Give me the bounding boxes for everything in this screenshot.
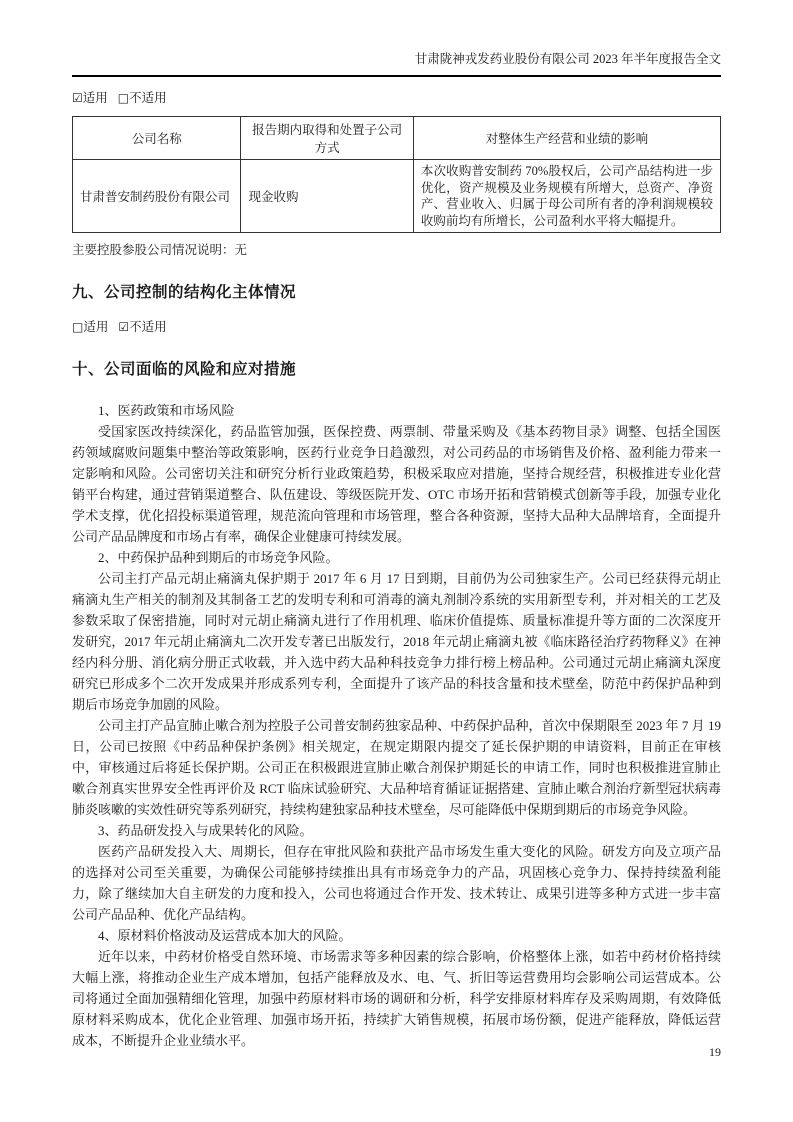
column-header-impact: 对整体生产经营和业绩的影响 xyxy=(413,117,720,160)
applicability-row-section-nine xyxy=(72,319,721,336)
applicability-option-applicable xyxy=(72,320,108,334)
section-ten-heading: 十、公司面临的风险和应对措施 xyxy=(72,361,297,378)
checkbox-checked-icon: ☑ xyxy=(118,320,130,334)
applicability-row-subsidiary xyxy=(72,90,721,107)
report-title: 甘肃陇神戎发药业股份有限公司 2023 年半年度报告全文 xyxy=(414,52,721,66)
holding-companies-note: 主要控股参股公司情况说明：无 xyxy=(72,243,248,257)
column-header-company-name: 公司名称 xyxy=(73,117,241,160)
page-number: 19 xyxy=(709,1045,721,1059)
risk-item-title: 2、中药保护品种到期后的市场竞争风险。 xyxy=(98,550,339,565)
risk-paragraph: 公司主打产品元胡止痛滴丸保护期于 2017 年 6 月 17 日到期，目前仍为公司独家生产。公司已经获得元胡止痛滴丸生产相关的制剂及其制备工艺的发明专利和可消毒的滴丸剂制冷系统的实用新型专利，并对相关的工艺及参数采取了保密措施，同时对元胡止痛滴丸进行了作用机理、临床价值提炼、质量标准提升等方面的二次深度开发研究，2017 年元胡止痛滴丸二次开发专著已出版发行，2018 年元胡止痛滴丸被《临床路径治疗药物释义》在神经内科分册、消化病分册正式收载，并入选中药大品种科技竞争力排行榜上榜品种。公司通过元胡止痛滴丸深度研究已形成多个二次开发成果并形成系列专利，全面提升了该产品的科技含量和技术壁垒，防范中药保护品种到期后市场竞争加剧的风险。 xyxy=(72,571,721,712)
applicability-option-applicable xyxy=(72,91,108,105)
applicability-label: 不适用 xyxy=(129,320,167,334)
cell-impact: 本次收购普安制药 70%股权后，公司产品结构进一步优化，资产规模及业务规模有所增大，总资产、净资产、营业收入、归属于母公司所有者的净利润规模较收购前均有所增长，公司盈利水平将大幅提升。 xyxy=(413,160,720,233)
checkbox-checked-icon: ☑ xyxy=(72,91,83,105)
applicability-option-not-applicable xyxy=(118,91,167,105)
applicability-label: 不适用 xyxy=(129,91,167,105)
checkbox-unchecked-icon: □ xyxy=(72,320,84,334)
risk-paragraph: 受国家医改持续深化，药品监管加强，医保控费、两票制、带量采购及《基本药物目录》调整、包括全国医药领域腐败问题集中整治等政策影响，医药行业竞争日趋激烈，对公司药品的市场销售及价格、盈利能力带来一定影响和风险。公司密切关注和研究分析行业政策趋势，积极采取应对措施，坚持合规经营，积极推进专业化营销平台构建，通过营销渠道整合、队伍建设、等级医院开发、OTC 市场开拓和营销模式创新等手段，加强专业化学术支撑，优化招投标渠道管理，规范流向管理和市场管理，整合各种资源，坚持大品种大品牌培育，全面提升公司产品品牌度和市场占有率，确保企业健康可持续发展。 xyxy=(72,424,721,544)
section-nine-heading: 九、公司控制的结构化主体情况 xyxy=(72,284,297,301)
cell-company-name: 甘肃普安制药股份有限公司 xyxy=(73,160,241,233)
risk-item-title: 3、药品研发投入与成果转化的风险。 xyxy=(98,823,313,838)
table-header-row xyxy=(73,117,721,160)
risk-item-title: 4、原材料价格波动及运营成本加大的风险。 xyxy=(98,928,352,943)
risk-paragraph: 医药产品研发投入大、周期长，但存在审批风险和获批产品市场发生重大变化的风险。研发方向及立项产品的选择对公司至关重要，为确保公司能够持续推出具有市场竞争力的产品，巩固核心竞争力、保持持续盈利能力，除了继续加大自主研发的力度和投入，公司也将通过合作开发、技术转让、成果引进等多种方式进一步丰富公司产品品种、优化产品结构。 xyxy=(72,844,721,922)
page-header xyxy=(72,50,721,77)
checkbox-unchecked-icon: □ xyxy=(117,91,130,105)
risk-section-body xyxy=(72,400,721,1051)
applicability-label: 适用 xyxy=(83,320,109,334)
risk-paragraph: 公司主打产品宣肺止嗽合剂为控股子公司普安制药独家品种、中药保护品种，首次中保期限至 2023 年 7 月 19 日，公司已按照《中药品种保护条例》相关规定，在规定期限内提交了延长保护期的申请资料，目前正在审核中，审核通过后将延长保护期。公司正在积极跟进宣肺止嗽合剂保护期延长的申请工作，同时也积极推进宣肺止嗽合剂真实世界安全性再评价及 RCT 临床试验研究、大品种培育循证证据搭建、宣肺止嗽合剂治疗新型冠状病毒肺炎咳嗽的实效性研究等系列研究，持续构建独家品种技术壁垒，尽可能降低中保期到期后的市场竞争风险。 xyxy=(72,718,721,817)
risk-paragraph: 近年以来，中药材价格受自然环境、市场需求等多种因素的综合影响，价格整体上涨，如若中药材价格持续大幅上涨，将推动企业生产成本增加，包括产能释放及水、电、气、折旧等运营费用均会影响公司运营成本。公司将通过全面加强精细化管理，加强中药原材料市场的调研和分析，科学安排原材料库存及采购周期，有效降低原材料采购成本，优化企业管理、加强市场开拓，持续扩大销售规模，拓展市场份额，促进产能释放，降低运营成本，不断提升企业业绩水平。 xyxy=(72,949,721,1048)
cell-acquisition-method: 现金收购 xyxy=(241,160,413,233)
subsidiary-table xyxy=(72,116,721,233)
applicability-option-not-applicable xyxy=(118,320,166,334)
applicability-label: 适用 xyxy=(82,91,108,105)
column-header-acquisition-method: 报告期内取得和处置子公司方式 xyxy=(241,117,413,160)
table-row xyxy=(73,160,721,233)
risk-item-title: 1、医药政策和市场风险 xyxy=(98,403,235,418)
